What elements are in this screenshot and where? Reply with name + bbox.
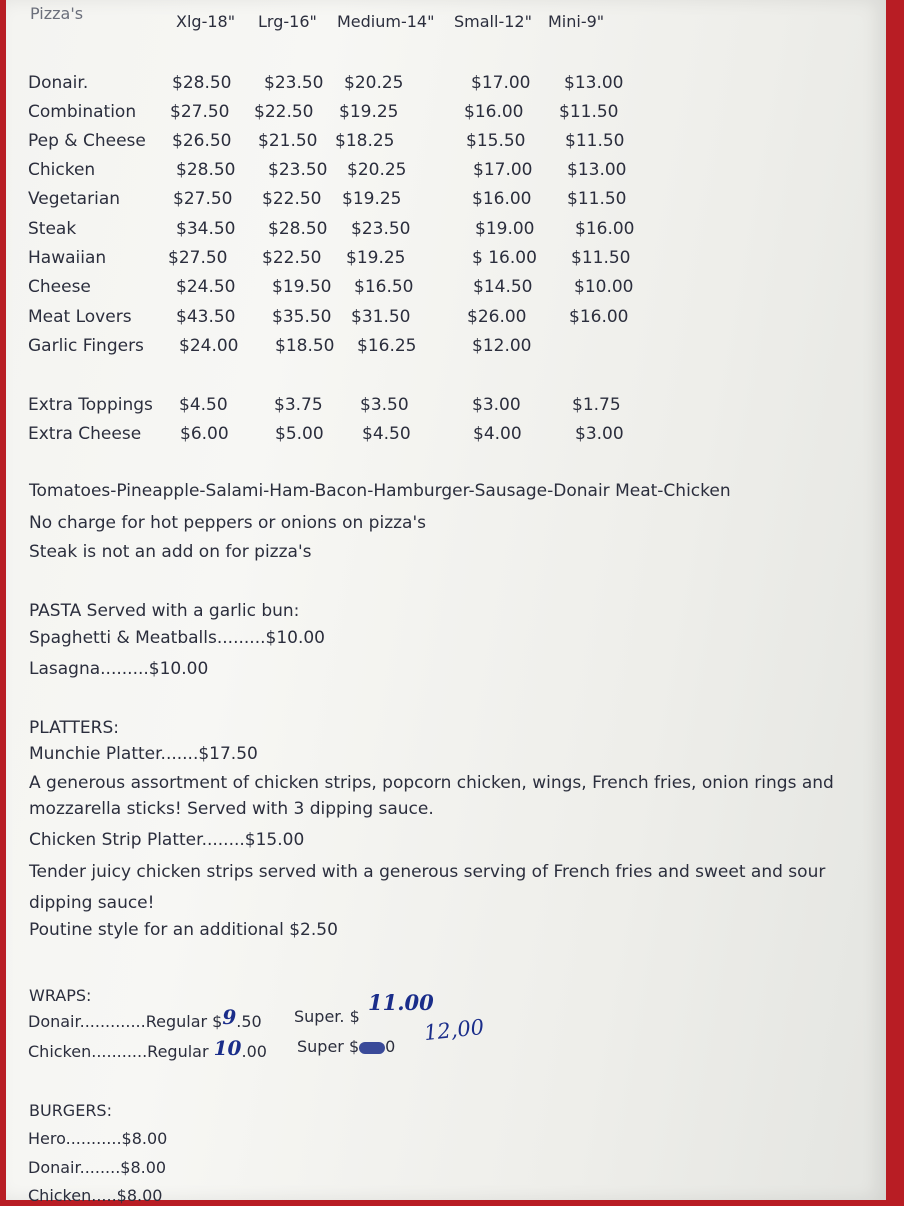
price-xlg: $43.50 <box>176 307 236 327</box>
toppings-list: Tomatoes-Pineapple-Salami-Ham-Bacon-Hamburger-Sausage-Donair Meat-Chicken <box>29 481 731 501</box>
price-xlg: $27.50 <box>170 102 230 122</box>
price-medium: $23.50 <box>351 219 411 239</box>
note-no-charge: No charge for hot peppers or onions on pizza's <box>29 513 426 533</box>
price-medium: $31.50 <box>351 307 411 327</box>
pizza-name: Donair. <box>28 73 89 93</box>
munchie-platter: Munchie Platter.......$17.50 <box>29 744 258 764</box>
price-medium: $19.25 <box>342 189 402 209</box>
burger-donair: Donair........$8.00 <box>28 1158 167 1177</box>
price-lrg: $3.75 <box>274 395 323 415</box>
price-medium: $16.25 <box>357 336 417 356</box>
handwritten-price-11: 11.00 <box>368 990 434 1015</box>
table-row <box>6 247 886 271</box>
scribble-mark <box>359 1042 385 1054</box>
price-medium: $20.25 <box>347 160 407 180</box>
table-row <box>6 218 886 242</box>
wrap-chicken-regular-cents: .00 <box>241 1042 267 1061</box>
price-small: $17.00 <box>473 160 533 180</box>
price-xlg: $28.50 <box>176 160 236 180</box>
strip-desc-line1: Tender juicy chicken strips served with a generous serving of French fries and sweet and sour <box>29 862 826 882</box>
price-xlg: $4.50 <box>179 395 228 415</box>
handwritten-price-10: 10 <box>213 1036 242 1060</box>
size-header-mini: Mini-9" <box>548 12 605 31</box>
pasta-heading: PASTA Served with a garlic bun: <box>29 601 300 621</box>
burger-hero: Hero...........$8.00 <box>28 1129 168 1148</box>
price-medium: $4.50 <box>362 424 411 444</box>
price-mini: $16.00 <box>569 307 629 327</box>
pizza-title: Pizza's <box>30 4 84 23</box>
table-row <box>6 101 886 125</box>
price-small: $3.00 <box>472 395 521 415</box>
price-xlg: $24.50 <box>176 277 236 297</box>
price-small: $16.00 <box>472 189 532 209</box>
price-lrg: $5.00 <box>275 424 324 444</box>
price-mini: $11.50 <box>565 131 625 151</box>
size-header-lrg: Lrg-16" <box>258 12 317 31</box>
size-header-xlg: Xlg-18" <box>176 12 236 31</box>
price-small: $4.00 <box>473 424 522 444</box>
price-mini: $11.50 <box>571 248 631 268</box>
table-row <box>6 423 886 447</box>
price-mini: $16.00 <box>575 219 635 239</box>
table-row <box>6 394 886 418</box>
price-medium: $19.25 <box>339 102 399 122</box>
wrap-chicken-super-tail: 0 <box>385 1037 396 1056</box>
platters-heading: PLATTERS: <box>29 718 119 738</box>
price-small: $ 16.00 <box>472 248 537 268</box>
price-mini: $10.00 <box>574 277 634 297</box>
pizza-name: Meat Lovers <box>28 307 132 327</box>
strip-desc-line2: dipping sauce! <box>29 893 155 913</box>
price-small: $15.50 <box>466 131 526 151</box>
burger-chicken: Chicken.....$8.00 <box>28 1186 163 1205</box>
pasta-lasagna: Lasagna.........$10.00 <box>29 659 209 679</box>
size-header-small: Small-12" <box>454 12 532 31</box>
wrap-chicken-line <box>28 1036 267 1062</box>
price-xlg: $34.50 <box>176 219 236 239</box>
price-lrg: $21.50 <box>258 131 318 151</box>
extra-name: Extra Cheese <box>28 424 142 444</box>
price-lrg: $23.50 <box>264 73 324 93</box>
price-lrg: $22.50 <box>262 189 322 209</box>
wrap-chicken-regular: Chicken...........Regular <box>28 1042 214 1061</box>
price-medium: $20.25 <box>344 73 404 93</box>
price-xlg: $27.50 <box>168 248 228 268</box>
wrap-donair-line <box>28 1005 262 1032</box>
price-lrg: $22.50 <box>262 248 322 268</box>
price-small: $26.00 <box>467 307 527 327</box>
price-mini: $11.50 <box>567 189 627 209</box>
price-medium: $18.25 <box>335 131 395 151</box>
price-medium: $3.50 <box>360 395 409 415</box>
chicken-strip-platter: Chicken Strip Platter........$15.00 <box>29 830 305 850</box>
price-lrg: $22.50 <box>254 102 314 122</box>
price-lrg: $19.50 <box>272 277 332 297</box>
munchie-desc-line1: A generous assortment of chicken strips, popcorn chicken, wings, French fries, onion rings and <box>29 773 834 793</box>
wrap-donair-super: Super. $ <box>294 1007 360 1026</box>
price-lrg: $35.50 <box>272 307 332 327</box>
price-mini: $1.75 <box>572 395 621 415</box>
table-row <box>6 335 886 359</box>
handwritten-price-12: 12,00 <box>422 1014 486 1046</box>
size-header-medium: Medium-14" <box>337 12 435 31</box>
price-lrg: $18.50 <box>275 336 335 356</box>
price-medium: $19.25 <box>346 248 406 268</box>
price-xlg: $26.50 <box>172 131 232 151</box>
table-row <box>6 130 886 154</box>
table-row <box>6 276 886 300</box>
price-small: $19.00 <box>475 219 535 239</box>
table-row <box>6 306 886 330</box>
table-row <box>6 159 886 183</box>
price-lrg: $28.50 <box>268 219 328 239</box>
table-row <box>6 72 886 96</box>
price-small: $14.50 <box>473 277 533 297</box>
burgers-heading: BURGERS: <box>29 1101 112 1120</box>
price-xlg: $27.50 <box>173 189 233 209</box>
menu-page <box>6 0 886 1205</box>
poutine-note: Poutine style for an additional $2.50 <box>29 920 338 940</box>
extra-name: Extra Toppings <box>28 395 153 415</box>
price-mini: $13.00 <box>567 160 627 180</box>
pizza-name: Hawaiian <box>28 248 107 268</box>
price-small: $12.00 <box>472 336 532 356</box>
wrap-donair-regular: Donair.............Regular $ <box>28 1012 223 1031</box>
pizza-name: Combination <box>28 102 137 122</box>
munchie-desc-line2: mozzarella sticks! Served with 3 dipping sauce. <box>29 799 434 819</box>
note-steak: Steak is not an add on for pizza's <box>29 542 312 562</box>
price-xlg: $24.00 <box>179 336 239 356</box>
wrap-donair-regular-cents: .50 <box>236 1012 262 1031</box>
wrap-chicken-super-label: Super $ <box>297 1037 360 1056</box>
price-mini: $3.00 <box>575 424 624 444</box>
price-xlg: $28.50 <box>172 73 232 93</box>
price-mini: $11.50 <box>559 102 619 122</box>
pizza-name: Vegetarian <box>28 189 121 209</box>
pizza-name: Pep & Cheese <box>28 131 146 151</box>
pizza-name: Cheese <box>28 277 91 297</box>
price-medium: $16.50 <box>354 277 414 297</box>
pizza-name: Garlic Fingers <box>28 336 144 356</box>
table-row <box>6 188 886 212</box>
price-small: $16.00 <box>464 102 524 122</box>
price-small: $17.00 <box>471 73 531 93</box>
pizza-name: Steak <box>28 219 77 239</box>
price-xlg: $6.00 <box>180 424 229 444</box>
price-mini: $13.00 <box>564 73 624 93</box>
price-lrg: $23.50 <box>268 160 328 180</box>
wrap-chicken-super <box>297 1037 395 1057</box>
handwritten-price-9: 9 <box>222 1005 237 1029</box>
pasta-spaghetti: Spaghetti & Meatballs.........$10.00 <box>29 628 325 648</box>
wraps-heading: WRAPS: <box>29 986 92 1005</box>
pizza-name: Chicken <box>28 160 96 180</box>
